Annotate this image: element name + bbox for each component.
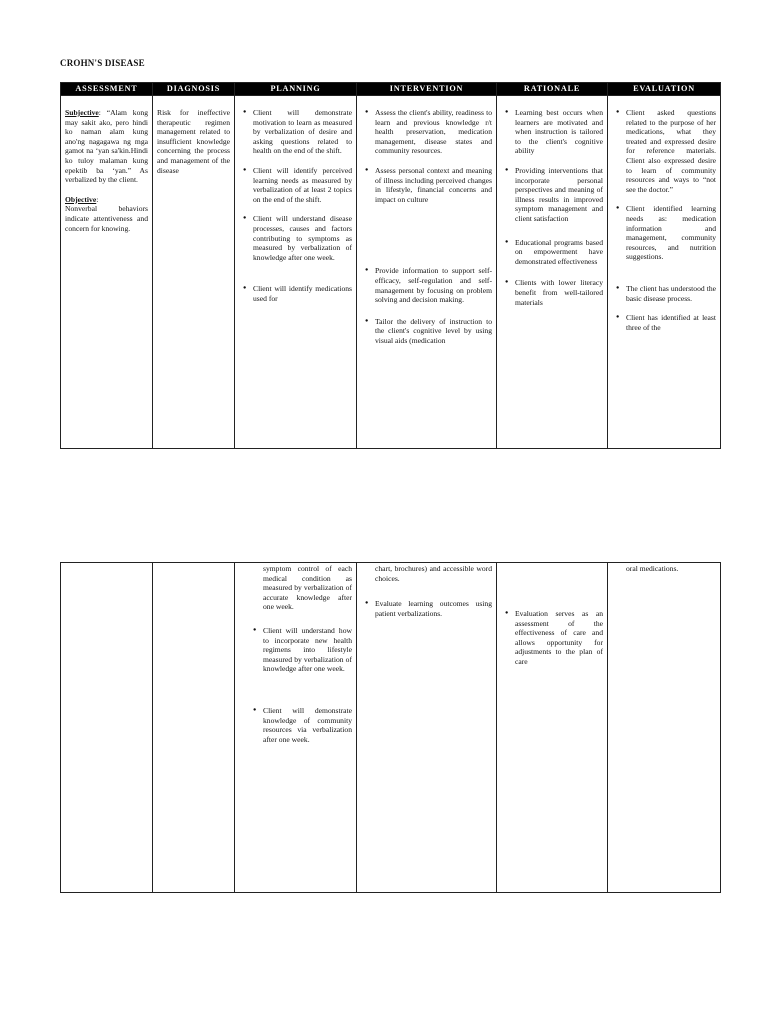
intervention-list-continued [361,599,492,618]
header-evaluation: EVALUATION [608,83,721,96]
diagnosis-text: Risk for ineffective therapeutic regimen management related to insufficient knowledge concerning the process and management of the disease [157,108,230,175]
evaluation-cell [608,96,721,449]
intervention-list [361,108,492,346]
objective-label: Objective [65,194,97,204]
planning-item: ● Client will demonstrate knowledge of community resources via verbalization after one week. [263,706,352,744]
care-plan-table-page1 [60,82,721,449]
intervention-item: ● Assess the client's ability, readiness to learn and previous knowledge r/t health preservation, medication management, disease states and community resources. [375,108,492,156]
evaluation-continued-text: oral medications. [626,564,679,573]
rationale-item: ● Providing interventions that incorporate personal perspectives and meaning of illness results in improved symptom management and client satisfaction [515,166,603,224]
rationale-cell-continued [497,563,608,893]
assessment-cell [61,96,153,449]
intervention-cell-continued [357,563,497,893]
header-diagnosis: DIAGNOSIS [153,83,235,96]
intervention-item: ● Provide information to support self-efficacy, self-regulation and self-management by focusing on problem solving and decision making. [375,266,492,304]
evaluation-item: ● Client has identified at least three of the [626,313,716,332]
rationale-item: ● Clients with lower literacy benefit from well-tailored materials [515,278,603,307]
content-row [61,96,721,449]
planning-item: ● Client will understand how to incorporate new health regimens into lifestyle measured by verbalization of knowledge after one week. [263,626,352,674]
planning-item: ● Client will understand disease processes, causes and factors contributing to symptoms as measured by verbalization of knowledge after one week. [253,214,352,262]
subjective-text: : “Alam kong may sakit ako, pero hindi ko naman alam kung ano'ng nagagawa ng mga gamot na ‘yan sa'kin.Hindi ko tuloy malaman kung epektib ba ‘yan.” As verbalized by the client. [65,108,148,185]
planning-cell-continued [235,563,357,893]
assessment-cell-continued [61,563,153,893]
intervention-item: ● Tailor the delivery of instruction to the client's cognitive level by using visual aids (medication [375,317,492,346]
planning-item: ● Client will demonstrate motivation to learn as measured by verbalization of desire and asking questions related to health on the end of the shift. [253,108,352,156]
evaluation-item: ● The client has understood the basic disease process. [626,284,716,303]
header-intervention: INTERVENTION [357,83,497,96]
subjective-label: Subjective [65,108,99,117]
objective-block: Objective: Nonverbal behaviors indicate attentiveness and concern for knowing. [65,194,148,233]
document-title: CROHN'S DISEASE [60,58,145,68]
header-planning: PLANNING [235,83,357,96]
evaluation-item: ● Client asked questions related to the purpose of her medications, what they treated and expressed desire for reference materials. Client also expressed desire to learn of community resources and ways to “not see the doctor.” [626,108,716,194]
planning-cell [235,96,357,449]
header-row [61,83,721,96]
care-plan-table-page2 [60,562,721,893]
rationale-item: ● Learning best occurs when learners are motivated and when instruction is tailored to the client's cognitive ability [515,108,603,156]
intervention-item: ● Evaluate learning outcomes using patient verbalizations. [375,599,492,618]
planning-item: ● Client will identify medications used for [253,284,352,303]
diagnosis-cell-continued [153,563,235,893]
rationale-cell [497,96,608,449]
intervention-item: ● Assess personal context and meaning of illness including perceived changes in lifestyle, financial concerns and impact on culture [375,166,492,204]
rationale-item: ● Educational programs based on empowerment have demonstrated effectiveness [515,238,603,267]
planning-continued-text: symptom control of each medical condition as measured by verbalization of accurate knowledge after one week. [263,564,352,612]
subjective-block [65,108,148,185]
rationale-item: ● Evaluation serves as an assessment of the effectiveness of care and allows opportunity for adjustments to the plan of care [515,609,603,667]
evaluation-cell-continued [608,563,721,893]
planning-list [239,108,352,304]
evaluation-list [612,108,716,332]
rationale-list-continued [501,609,603,667]
planning-list-continued [239,626,352,744]
content-row-continued [61,563,721,893]
intervention-continued-text: chart, brochures) and accessible word choices. [375,564,492,583]
rationale-list [501,108,603,307]
intervention-cell [357,96,497,449]
header-assessment: ASSESSMENT [61,83,153,96]
planning-item: ● Client will identify perceived learning needs as measured by verbalization of at least 2 topics on the end of the shift. [253,166,352,204]
objective-text: Nonverbal behaviors indicate attentiveness and concern for knowing. [65,204,148,233]
header-rationale: RATIONALE [497,83,608,96]
diagnosis-cell [153,96,235,449]
evaluation-item: ● Client identified learning needs as: medication information and management, community resources, and nutrition suggestions. [626,204,716,262]
